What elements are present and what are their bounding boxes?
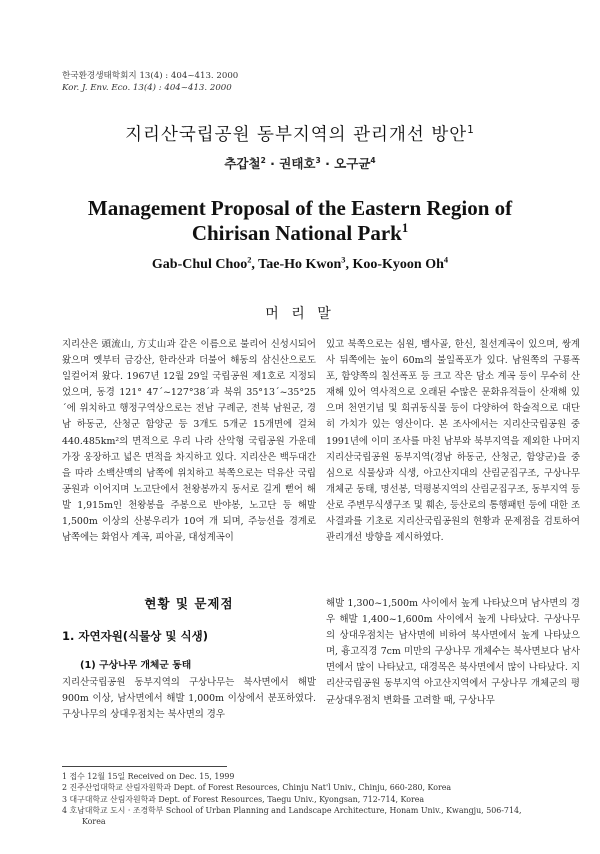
footnote-continuation: Korea — [82, 817, 106, 827]
intro-paragraph-right: 있고 북쪽으로는 심원, 뱀사골, 한신, 칠선계곡이 있으며, 쌍계사 뒤쪽에는 높이 60m의 불일폭포가 있다. 남원쪽의 구룡폭포, 함양쪽의 칠선폭포 등 크고 작은 담소 계곡 등이 무수히 산재해 있어 역사적으로 오래된 수많은 문화유적들이 산재해 있으며 천연기념 및 희귀동식물 등이 다양하여 학술적으로 대단히 가치가 있는 영산이다. 본 조사에서는 지리산국립공원 중 1991년에 이미 조사를 마친 남부와 북부지역을 제외한 나머지 지리산국립공원 동부지역(경남 하동군, 산청군, 함양군)을 중심으로 식물상과 식생, 아고산지대의 산림군집구조, 구상나무 개체군 동태, 명선봉, 덕평봉지역의 산림군집구조, 동부지역 등산로 주변무식생구조 및 훼손, 등산로의 통행패턴 등에 대한 조사결과를 기초로 지리산국립공원의 현황과 문제점을 검토하여 관리개선 방향을 제시하였다. — [326, 339, 580, 544]
journal-header-korean: 한국환경생태학회지 13(4) : 404~413. 2000 — [62, 71, 239, 81]
author-footnote-mark: 2 — [247, 255, 252, 265]
author-name: 오구균 — [334, 156, 371, 171]
author-footnote-mark: 3 — [315, 155, 321, 165]
author-footnote-mark: 4 — [443, 255, 449, 265]
paper-title-korean — [0, 121, 600, 146]
author-footnote-mark: 3 — [341, 255, 346, 265]
authors-korean — [0, 154, 600, 172]
title-text: 지리산국립공원 동부지역의 관리개선 방안 — [125, 125, 468, 145]
title-text: Management Proposal of the Eastern Region of Chirisan National Park — [87, 196, 513, 245]
author-name: 추갑철 — [224, 156, 261, 171]
author-name: Gab-Chul Choo — [151, 257, 248, 272]
body-paragraph-left: 지리산국립공원 동부지역의 구상나무는 북사면에서 해발 900m 이상, 남사면에서 해발 1,000m 이상에서 분포하였다. 구상나무의 상대우점치는 북사면의 경우 — [62, 677, 316, 721]
author-name: Koo-Kyoon Oh — [352, 257, 444, 272]
authors-english: Gab-Chul Choo$^2$, Tae-Ho Kwon$^3$, Koo-Kyoon Oh$^4$ — [151, 255, 449, 272]
subsection-heading: 1. 자연자원(식물상 및 식생) — [62, 629, 208, 643]
footnote: 1 접수 12월 15일 Received on Dec. 15, 1999 — [62, 772, 235, 781]
intro-paragraph-left: 지리산은 頭流山, 方丈山과 같은 이름으로 불리어 신성시되어 왔으며 옛부터 금강산, 한라산과 더불어 해동의 삼신산으로도 일컬어져 왔다. 1967년 12월 29일 국립공원 제1호로 지정되었으며, 동경 121° 47´~127°38´과 북위 35°13´~35°25´에 위치하고 행정구역상으로는 전남 구례군, 전북 남원군, 경남 하동군, 산청군 함양군 등 3개도 5개군 15개면에 걸쳐 440.485km²의 면적으로 우리 나라 산악형 국립공원 가운데 가장 웅장하고 넓은 면적을 차지하고 있다. 지리산은 백두대간을 따라 소백산맥의 남쪽에 위치하고 북쪽으로는 덕유산 국립공원과 이어지며 노고단에서 천왕봉까지 동서로 길게 뻗어 해발 1,915m인 천왕봉을 주봉으로 반야봉, 노고단 등 해발 1,500m 이상의 산봉우리가 10여 개 되며, 주능선을 경계로 남쪽에는 화엄사 계곡, 피아골, 대성계곡이 — [62, 339, 316, 544]
footnote: 2 진주산업대학교 산림자원학과 Dept. of Forest Resources, Chinju Nat'l Univ., Chinju, 660-280, Korea — [62, 783, 452, 793]
footnote-rule — [62, 766, 227, 767]
section-heading: 현황 및 문제점 — [144, 596, 234, 611]
author-footnote-mark: 4 — [370, 155, 376, 165]
footnote: 3 대구대학교 산림자원학과 Dept. of Forest Resources, Taegu Univ., Kyongsan, 712-714, Korea — [62, 794, 425, 804]
footnote: 4 호남대학교 도시 · 조경학부 School of Urban Planning and Landscape Architecture, Honam Univ., Kwangju, 506-714, — [62, 805, 522, 815]
author-separator: · — [265, 156, 280, 171]
body-paragraph-right: 해발 1,300~1,500m 사이에서 높게 나타났으며 남사면의 경우 해발 1,400~1,600m 사이에서 높게 나타났다. 구상나무의 상대우점치는 남사면에 비하여 북사면에서 높게 나타났으며, 흉고직경 7cm 미만의 구상나무 개체수는 북사면보다 남사면에서 많이 나타났고, 대경목은 북사면에서 많이 나타났다. 지리산국립공원 동부지역 아고산지역에서 구상나무 개체군의 평균상대우점치 변화를 고려할 때, 구상나무 — [326, 598, 580, 706]
author-separator: · — [320, 156, 335, 171]
paper-title-english — [60, 196, 540, 246]
preface-heading: 머 리 말 — [265, 306, 335, 322]
journal-header-english: Kor. J. Env. Eco. 13(4) : 404~413. 2000 — [62, 83, 232, 93]
footnotes — [62, 771, 580, 827]
title-footnote-mark: 1 — [467, 124, 475, 137]
title-footnote-mark: 1 — [401, 221, 409, 235]
author-name: Tae-Ho Kwon — [258, 257, 342, 272]
author-footnote-mark: 2 — [260, 155, 266, 165]
author-name: 권태호 — [279, 156, 316, 171]
subsubsection-heading: (1) 구상나무 개체군 동태 — [80, 660, 192, 671]
